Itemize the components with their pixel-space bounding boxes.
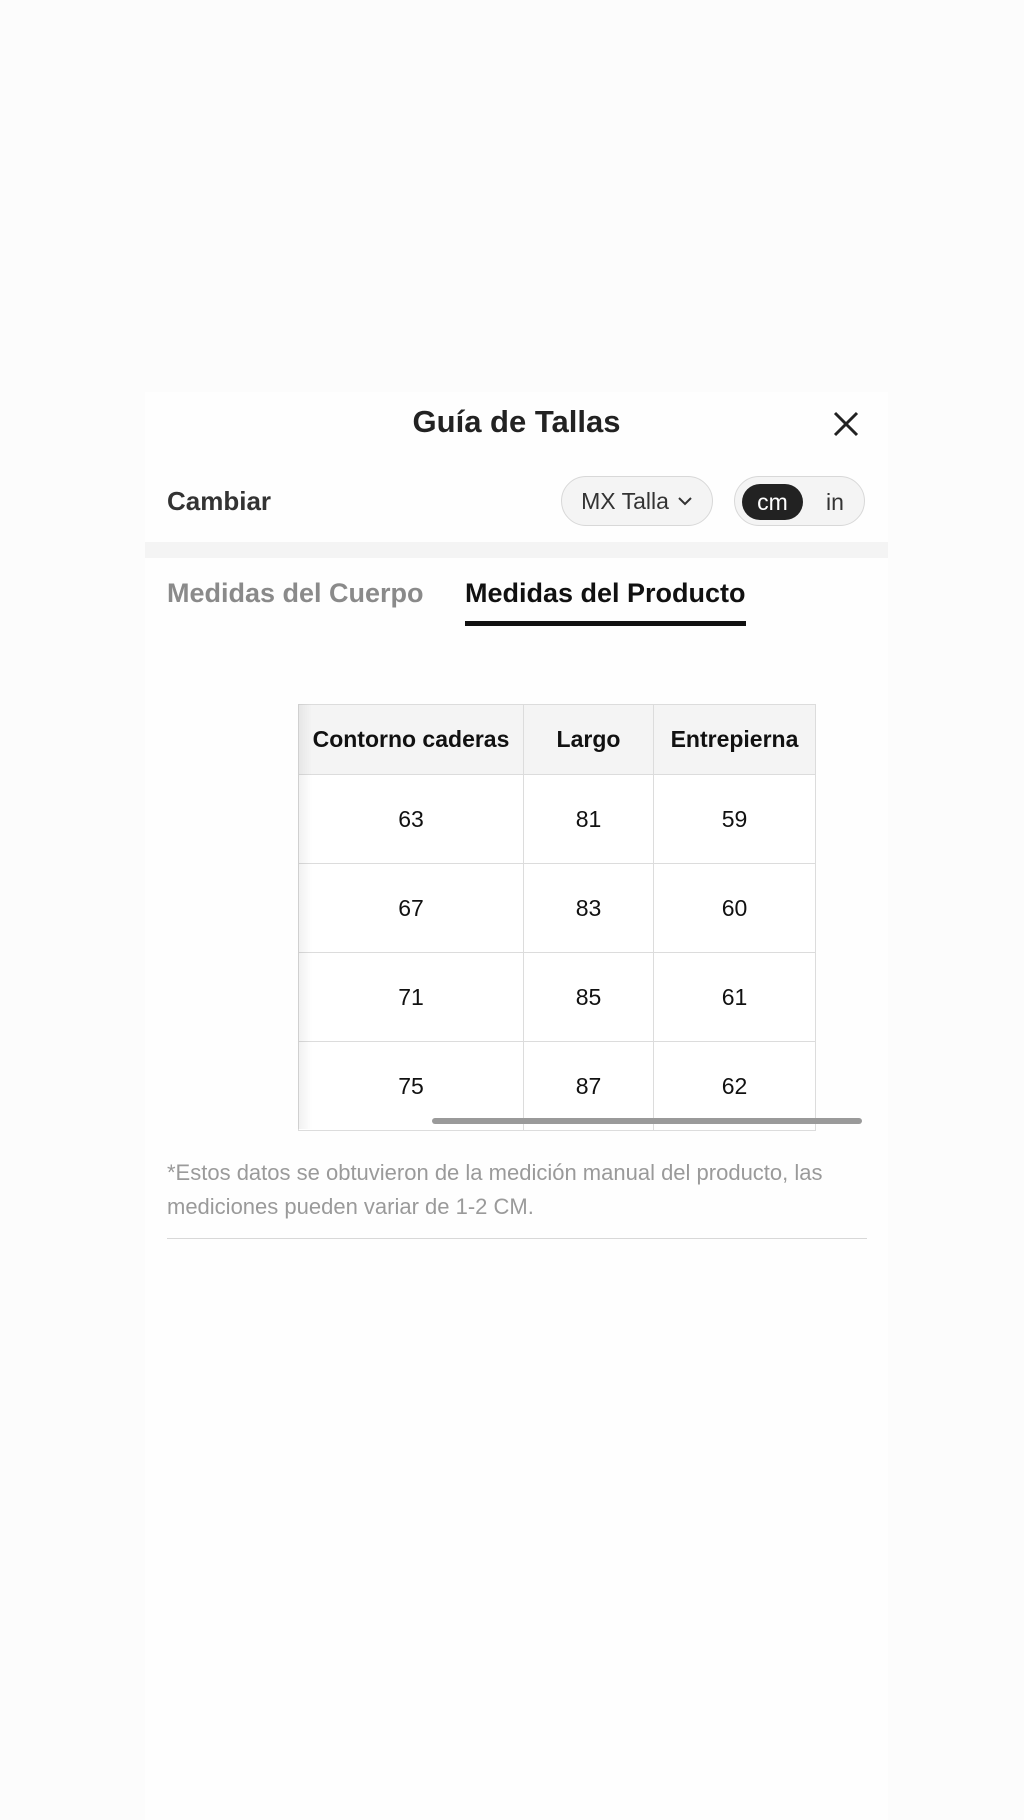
modal-header xyxy=(145,392,888,454)
measurement-note: *Estos datos se obtuvieron de la medición manual del producto, las mediciones pueden variar de 1-2 CM. xyxy=(167,1160,823,1219)
table-cell: 81 xyxy=(524,775,654,864)
table-row xyxy=(299,775,816,864)
size-table xyxy=(298,704,816,1131)
column-header: Entrepierna xyxy=(654,705,816,775)
tab-bar xyxy=(145,578,888,638)
close-icon[interactable] xyxy=(831,409,861,439)
horizontal-scrollbar[interactable] xyxy=(432,1118,862,1124)
table-cell: 60 xyxy=(654,864,816,953)
table-cell: 75 xyxy=(299,1042,524,1131)
tab-product-measurements[interactable]: Medidas del Producto xyxy=(465,578,746,626)
table-header-row xyxy=(299,705,816,775)
table-cell: 87 xyxy=(524,1042,654,1131)
unit-toggle[interactable] xyxy=(734,476,865,526)
divider xyxy=(167,1238,867,1239)
switch-label: Cambiar xyxy=(167,486,272,516)
table-cell: 67 xyxy=(299,864,524,953)
table-cell: 71 xyxy=(299,953,524,1042)
table-cell: 59 xyxy=(654,775,816,864)
table-row xyxy=(299,864,816,953)
tab-body-measurements[interactable]: Medidas del Cuerpo xyxy=(167,578,424,608)
column-header: Contorno caderas xyxy=(299,705,524,775)
unit-cm-option[interactable]: cm xyxy=(742,484,803,520)
size-system-select[interactable] xyxy=(561,476,713,526)
section-divider xyxy=(145,542,888,558)
table-cell: 62 xyxy=(654,1042,816,1131)
switch-row xyxy=(145,472,888,530)
table-row xyxy=(299,953,816,1042)
size-system-value: MX Talla xyxy=(581,487,669,514)
table-cell: 61 xyxy=(654,953,816,1042)
size-table-container[interactable] xyxy=(298,704,815,1129)
column-header: Largo xyxy=(524,705,654,775)
table-cell: 85 xyxy=(524,953,654,1042)
table-cell: 83 xyxy=(524,864,654,953)
unit-in-option[interactable]: in xyxy=(826,489,844,515)
page-title: Guía de Tallas xyxy=(412,404,621,439)
chevron-down-icon xyxy=(677,495,693,507)
size-guide-modal xyxy=(145,392,888,1820)
table-cell: 63 xyxy=(299,775,524,864)
